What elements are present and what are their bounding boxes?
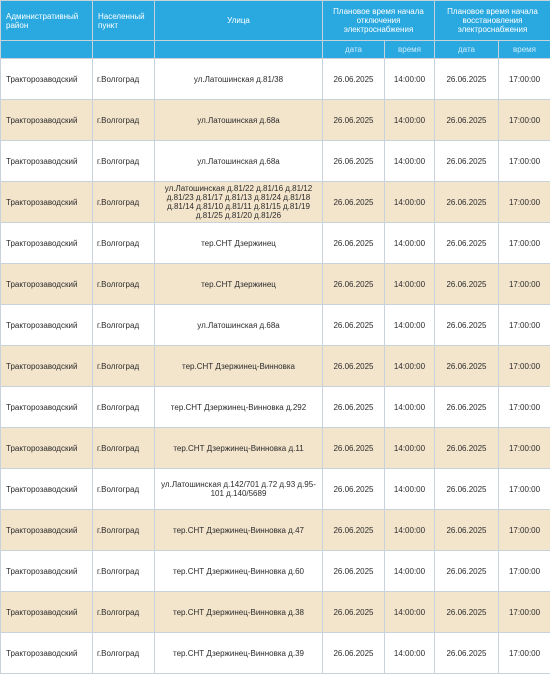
cell-on-date: 26.06.2025 (435, 141, 499, 182)
header-blank-district (1, 41, 93, 59)
cell-street: ул.Латошинская д.81/38 (155, 59, 323, 100)
cell-street: тер.СНТ Дзержинец-Винновка д.292 (155, 387, 323, 428)
cell-off-date: 26.06.2025 (323, 141, 385, 182)
table-row (1, 387, 550, 428)
cell-locality: г.Волгоград (93, 264, 155, 305)
cell-off-date: 26.06.2025 (323, 469, 385, 510)
table-row (1, 182, 550, 223)
cell-street: ул.Латошинская д.142/701 д.72 д.93 д.95-101 д.140/5689 (155, 469, 323, 510)
table-row (1, 633, 550, 674)
cell-off-date: 26.06.2025 (323, 264, 385, 305)
cell-off-time: 14:00:00 (385, 551, 435, 592)
cell-district: Тракторозаводский (1, 223, 93, 264)
cell-locality: г.Волгоград (93, 305, 155, 346)
cell-district: Тракторозаводский (1, 387, 93, 428)
cell-off-date: 26.06.2025 (323, 592, 385, 633)
table-row (1, 469, 550, 510)
cell-locality: г.Волгоград (93, 223, 155, 264)
cell-off-time: 14:00:00 (385, 387, 435, 428)
cell-district: Тракторозаводский (1, 633, 93, 674)
cell-off-time: 14:00:00 (385, 141, 435, 182)
cell-on-time: 17:00:00 (499, 428, 550, 469)
cell-street: тер.СНТ Дзержинец (155, 223, 323, 264)
cell-on-time: 17:00:00 (499, 100, 550, 141)
table-row (1, 592, 550, 633)
cell-on-time: 17:00:00 (499, 141, 550, 182)
cell-on-date: 26.06.2025 (435, 264, 499, 305)
cell-off-time: 14:00:00 (385, 264, 435, 305)
cell-locality: г.Волгоград (93, 551, 155, 592)
cell-district: Тракторозаводский (1, 305, 93, 346)
cell-street: тер.СНТ Дзержинец-Винновка (155, 346, 323, 387)
cell-district: Тракторозаводский (1, 346, 93, 387)
cell-off-date: 26.06.2025 (323, 510, 385, 551)
cell-off-time: 14:00:00 (385, 305, 435, 346)
cell-district: Тракторозаводский (1, 469, 93, 510)
cell-on-date: 26.06.2025 (435, 428, 499, 469)
cell-off-date: 26.06.2025 (323, 428, 385, 469)
cell-locality: г.Волгоград (93, 469, 155, 510)
cell-district: Тракторозаводский (1, 592, 93, 633)
table-row (1, 551, 550, 592)
cell-on-time: 17:00:00 (499, 223, 550, 264)
header-blank-street (155, 41, 323, 59)
cell-district: Тракторозаводский (1, 428, 93, 469)
header-blank-locality (93, 41, 155, 59)
cell-street: ул.Латошинская д.68а (155, 141, 323, 182)
table-row (1, 100, 550, 141)
cell-locality: г.Волгоград (93, 428, 155, 469)
cell-on-date: 26.06.2025 (435, 59, 499, 100)
cell-street: тер.СНТ Дзержинец (155, 264, 323, 305)
cell-off-time: 14:00:00 (385, 346, 435, 387)
table-row (1, 305, 550, 346)
cell-off-time: 14:00:00 (385, 633, 435, 674)
cell-on-time: 17:00:00 (499, 264, 550, 305)
header-district: Административный район (1, 1, 93, 41)
table-row (1, 428, 550, 469)
cell-on-time: 17:00:00 (499, 387, 550, 428)
cell-on-time: 17:00:00 (499, 592, 550, 633)
cell-locality: г.Волгоград (93, 346, 155, 387)
cell-street: ул.Латошинская д.81/22 д.81/16 д.81/12 д.81/23 д.81/17 д.81/13 д.81/24 д.81/18 д.81/14 д.81/10 д.81/11 д.81/15 д.81/19 д.81/25 д.81/20 д.81/26 (155, 182, 323, 223)
cell-off-date: 26.06.2025 (323, 59, 385, 100)
cell-off-time: 14:00:00 (385, 223, 435, 264)
cell-off-date: 26.06.2025 (323, 182, 385, 223)
cell-street: тер.СНТ Дзержинец-Винновка д.60 (155, 551, 323, 592)
cell-off-date: 26.06.2025 (323, 100, 385, 141)
table-body (1, 59, 550, 674)
cell-district: Тракторозаводский (1, 510, 93, 551)
cell-on-time: 17:00:00 (499, 182, 550, 223)
table-row (1, 510, 550, 551)
cell-district: Тракторозаводский (1, 100, 93, 141)
cell-on-time: 17:00:00 (499, 469, 550, 510)
cell-off-time: 14:00:00 (385, 592, 435, 633)
cell-street: тер.СНТ Дзержинец-Винновка д.47 (155, 510, 323, 551)
cell-off-date: 26.06.2025 (323, 223, 385, 264)
cell-off-time: 14:00:00 (385, 100, 435, 141)
cell-locality: г.Волгоград (93, 182, 155, 223)
cell-off-time: 14:00:00 (385, 469, 435, 510)
cell-street: ул.Латошинская д.68а (155, 100, 323, 141)
cell-on-date: 26.06.2025 (435, 223, 499, 264)
cell-off-date: 26.06.2025 (323, 387, 385, 428)
table-row (1, 264, 550, 305)
cell-off-time: 14:00:00 (385, 510, 435, 551)
cell-off-date: 26.06.2025 (323, 305, 385, 346)
cell-street: тер.СНТ Дзержинец-Винновка д.39 (155, 633, 323, 674)
cell-off-date: 26.06.2025 (323, 346, 385, 387)
cell-locality: г.Волгоград (93, 141, 155, 182)
cell-on-date: 26.06.2025 (435, 551, 499, 592)
cell-district: Тракторозаводский (1, 551, 93, 592)
cell-off-time: 14:00:00 (385, 182, 435, 223)
cell-on-date: 26.06.2025 (435, 633, 499, 674)
cell-on-date: 26.06.2025 (435, 100, 499, 141)
cell-on-date: 26.06.2025 (435, 305, 499, 346)
cell-street: тер.СНТ Дзержинец-Винновка д.38 (155, 592, 323, 633)
table-header (1, 1, 550, 59)
table-row (1, 141, 550, 182)
cell-locality: г.Волгоград (93, 100, 155, 141)
cell-locality: г.Волгоград (93, 510, 155, 551)
header-off-time: время (385, 41, 435, 59)
cell-off-time: 14:00:00 (385, 428, 435, 469)
cell-on-date: 26.06.2025 (435, 592, 499, 633)
cell-off-date: 26.06.2025 (323, 633, 385, 674)
cell-on-date: 26.06.2025 (435, 510, 499, 551)
cell-on-date: 26.06.2025 (435, 387, 499, 428)
cell-on-date: 26.06.2025 (435, 469, 499, 510)
table-row (1, 346, 550, 387)
header-on-date: дата (435, 41, 499, 59)
cell-on-time: 17:00:00 (499, 346, 550, 387)
cell-on-time: 17:00:00 (499, 305, 550, 346)
cell-district: Тракторозаводский (1, 264, 93, 305)
cell-on-time: 17:00:00 (499, 59, 550, 100)
header-off-group: Плановое время начала отключения электроснабжения (323, 1, 435, 41)
header-on-time: время (499, 41, 550, 59)
header-on-group: Плановое время начала восстановления электроснабжения (435, 1, 550, 41)
cell-district: Тракторозаводский (1, 182, 93, 223)
cell-on-time: 17:00:00 (499, 551, 550, 592)
header-off-date: дата (323, 41, 385, 59)
cell-off-date: 26.06.2025 (323, 551, 385, 592)
cell-locality: г.Волгоград (93, 387, 155, 428)
cell-off-time: 14:00:00 (385, 59, 435, 100)
cell-on-date: 26.06.2025 (435, 182, 499, 223)
cell-locality: г.Волгоград (93, 592, 155, 633)
cell-street: тер.СНТ Дзержинец-Винновка д.11 (155, 428, 323, 469)
table-row (1, 59, 550, 100)
cell-locality: г.Волгоград (93, 59, 155, 100)
table-row (1, 223, 550, 264)
cell-on-time: 17:00:00 (499, 510, 550, 551)
cell-on-time: 17:00:00 (499, 633, 550, 674)
cell-district: Тракторозаводский (1, 59, 93, 100)
cell-locality: г.Волгоград (93, 633, 155, 674)
cell-on-date: 26.06.2025 (435, 346, 499, 387)
cell-street: ул.Латошинская д.68а (155, 305, 323, 346)
header-locality: Населенный пункт (93, 1, 155, 41)
header-street: Улица (155, 1, 323, 41)
cell-district: Тракторозаводский (1, 141, 93, 182)
